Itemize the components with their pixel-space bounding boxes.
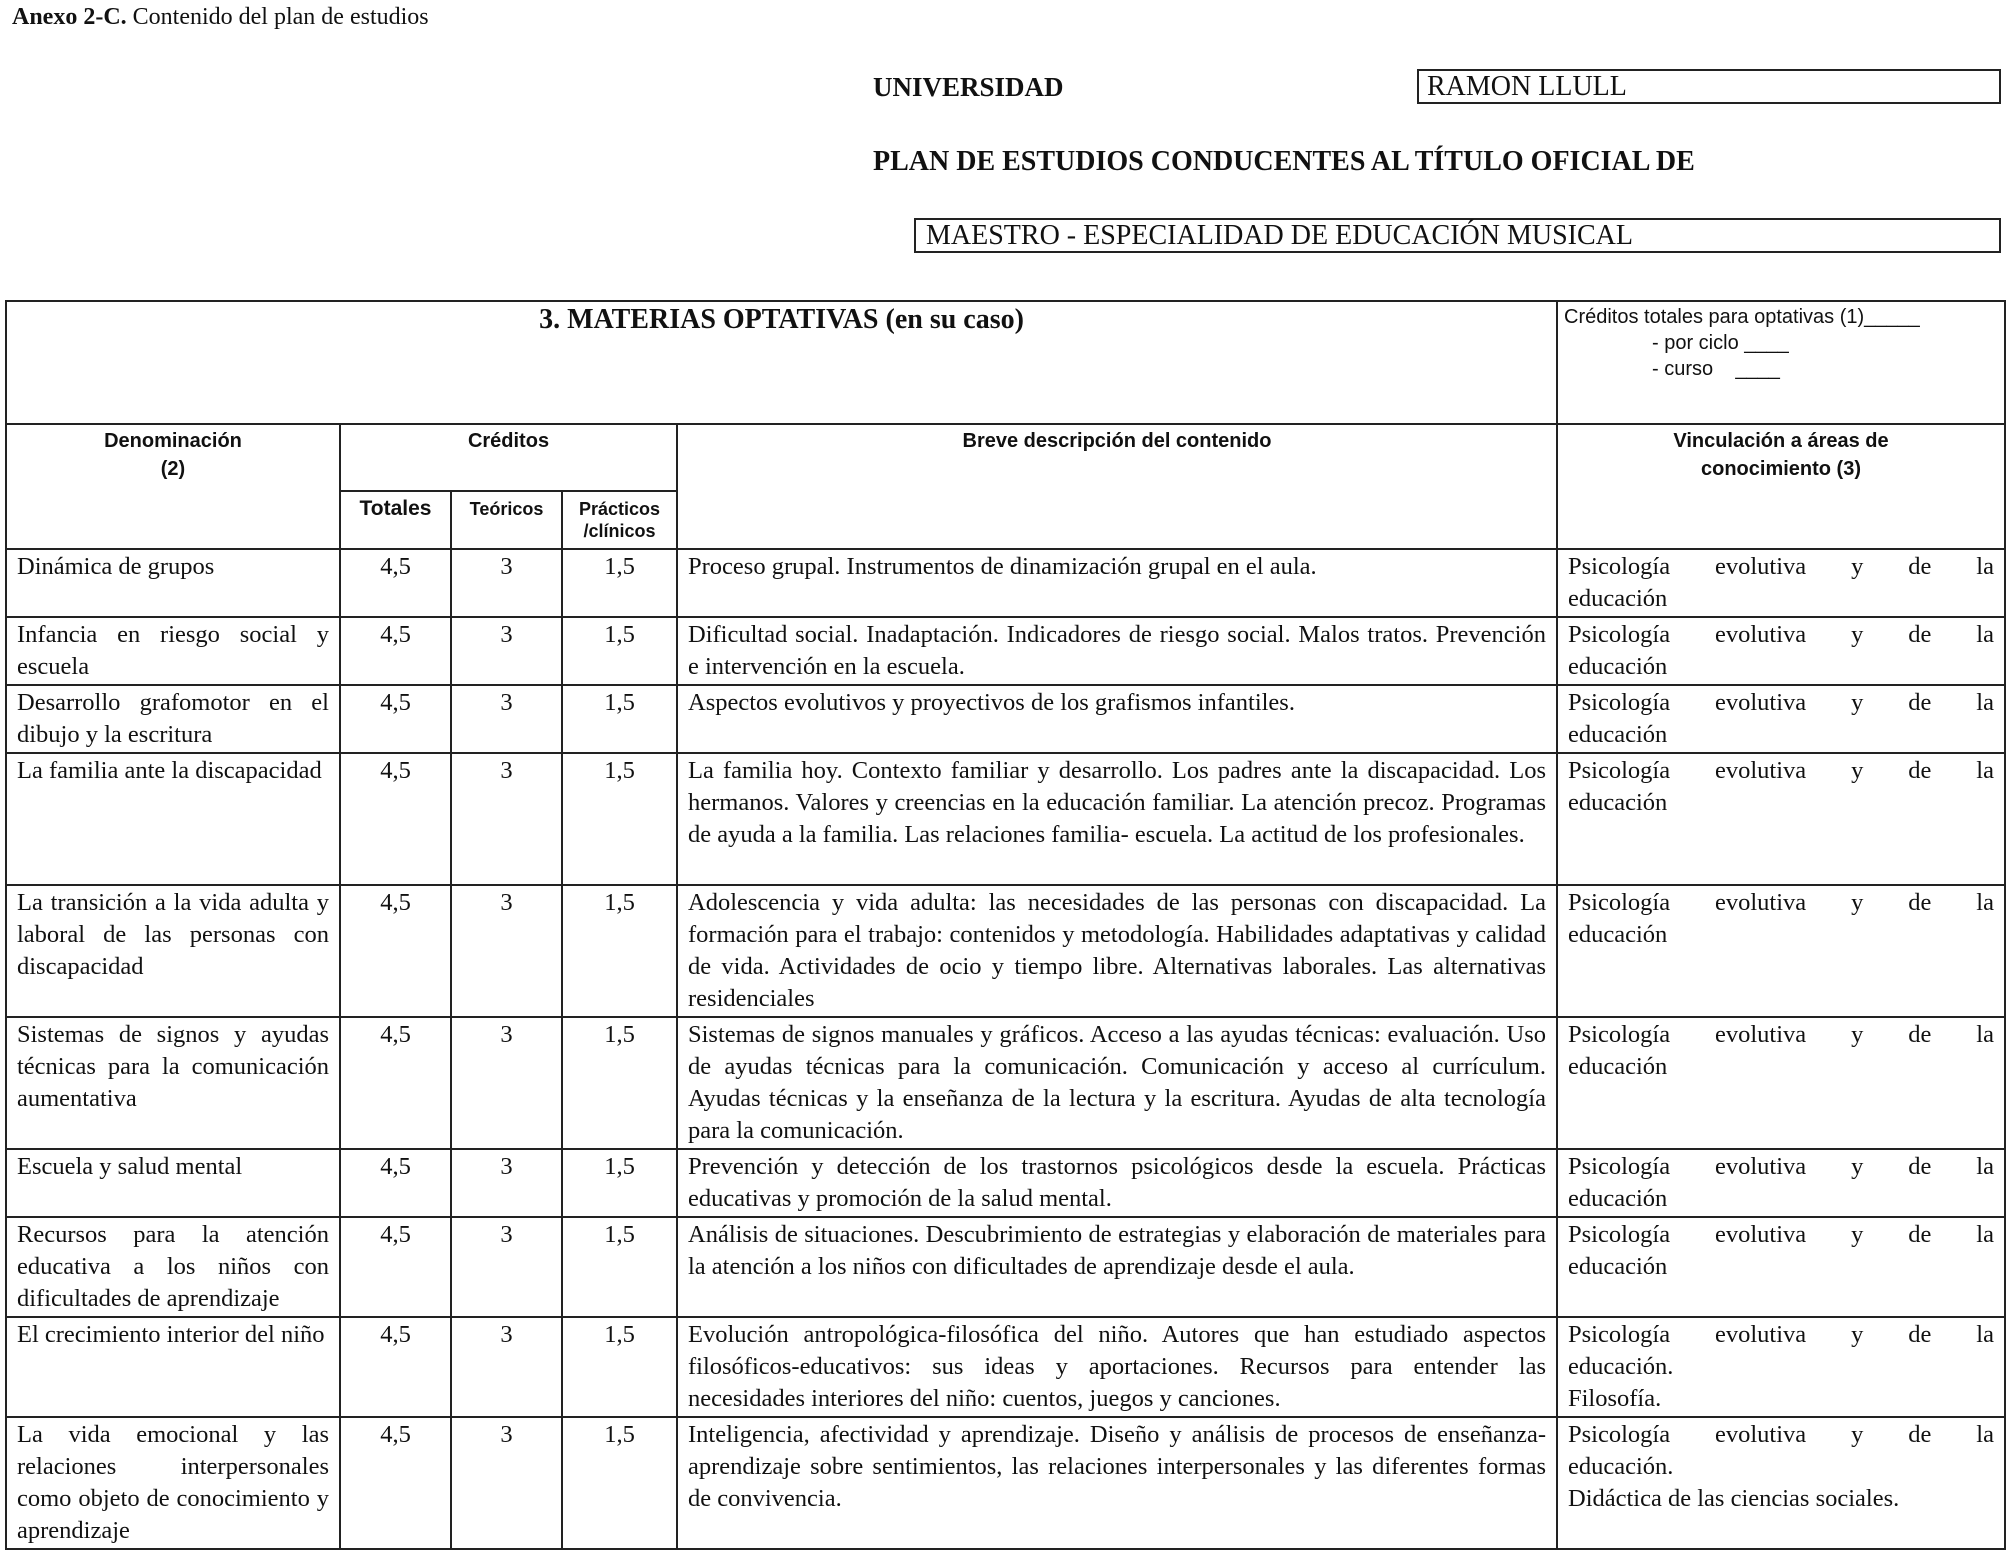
credits-teoricos: 3 xyxy=(451,1417,562,1549)
credits-totales: 4,5 xyxy=(340,617,451,685)
header-creditos: Créditos xyxy=(340,424,677,491)
table-row xyxy=(6,753,2005,885)
plan-heading: PLAN DE ESTUDIOS CONDUCENTES AL TÍTULO OFICIAL DE xyxy=(873,146,1695,177)
knowledge-area xyxy=(1557,685,2005,753)
credits-practicos: 1,5 xyxy=(562,685,677,753)
header-teoricos: Teóricos xyxy=(451,491,562,549)
subject-name: Sistemas de signos y ayudas técnicas para la comunicación aumentativa xyxy=(6,1017,340,1149)
credits-practicos: 1,5 xyxy=(562,1149,677,1217)
credits-totales: 4,5 xyxy=(340,1417,451,1549)
credits-totales: 4,5 xyxy=(340,1217,451,1317)
subject-description: Inteligencia, afectividad y aprendizaje. Diseño y análisis de procesos de enseñanza-aprendizaje sobre sentimientos, las relaciones interpersonales y las diferentes formas de convivencia. xyxy=(677,1417,1557,1549)
knowledge-area xyxy=(1557,617,2005,685)
section-title: 3. MATERIAS OPTATIVAS (en su caso) xyxy=(6,301,1557,424)
knowledge-area-rest: educación. Filosofía. xyxy=(1568,1353,1674,1412)
annex-label: Anexo 2-C. xyxy=(12,4,127,30)
subject-description: Dificultad social. Inadaptación. Indicadores de riesgo social. Malos tratos. Prevención e intervención en la escuela. xyxy=(677,617,1557,685)
credits-practicos: 1,5 xyxy=(562,1017,677,1149)
knowledge-area-first-line: Psicología evolutiva y de la xyxy=(1568,689,1994,716)
column-header-row xyxy=(6,424,2005,491)
subject-name: Desarrollo grafomotor en el dibujo y la escritura xyxy=(6,685,340,753)
knowledge-area-first-line: Psicología evolutiva y de la xyxy=(1568,1421,1994,1448)
subject-name: Dinámica de grupos xyxy=(6,549,340,617)
subject-name: La vida emocional y las relaciones interpersonales como objeto de conocimiento y aprendizaje xyxy=(6,1417,340,1549)
knowledge-area-rest: educación xyxy=(1568,653,1668,680)
knowledge-area-first-line: Psicología evolutiva y de la xyxy=(1568,1221,1994,1248)
knowledge-area-rest: educación xyxy=(1568,921,1668,948)
knowledge-area xyxy=(1557,1017,2005,1149)
knowledge-area xyxy=(1557,1417,2005,1549)
knowledge-area xyxy=(1557,1149,2005,1217)
credits-practicos: 1,5 xyxy=(562,1317,677,1417)
credits-teoricos: 3 xyxy=(451,1317,562,1417)
credits-teoricos: 3 xyxy=(451,549,562,617)
header-descripcion: Breve descripción del contenido xyxy=(677,424,1557,549)
knowledge-area xyxy=(1557,1217,2005,1317)
credits-totales: 4,5 xyxy=(340,1017,451,1149)
degree-title-box: MAESTRO - ESPECIALIDAD DE EDUCACIÓN MUSICAL xyxy=(914,218,2001,253)
table-row xyxy=(6,1149,2005,1217)
table-row xyxy=(6,1017,2005,1149)
credits-practicos: 1,5 xyxy=(562,1417,677,1549)
credits-teoricos: 3 xyxy=(451,1017,562,1149)
subject-description: Evolución antropológica-filosófica del niño. Autores que han estudiado aspectos filosóficos-educativos: sus ideas y aportaciones. Recursos para entender las necesidades interiores del niño: cuentos, juegos y canciones. xyxy=(677,1317,1557,1417)
subject-name: La familia ante la discapacidad xyxy=(6,753,340,885)
subject-description: Adolescencia y vida adulta: las necesidades de las personas con discapacidad. La formación para el trabajo: contenidos y metodología. Habilidades adaptativas y calidad de vida. Actividades de ocio y tiempo libre. Alternativas laborales. Las alternativas residenciales xyxy=(677,885,1557,1017)
annex-text: Contenido del plan de estudios xyxy=(126,4,429,30)
table-row xyxy=(6,885,2005,1017)
knowledge-area-rest: educación. Didáctica de las ciencias sociales. xyxy=(1568,1453,1900,1512)
header-denominacion xyxy=(6,424,340,549)
university-name-box: RAMON LLULL xyxy=(1417,69,2001,104)
credits-totales: 4,5 xyxy=(340,685,451,753)
credits-practicos: 1,5 xyxy=(562,1217,677,1317)
subject-description: La familia hoy. Contexto familiar y desarrollo. Los padres ante la discapacidad. Los hermanos. Valores y creencias en la educación familiar. La atención precoz. Programas de ayuda a la familia. Las relaciones familia- escuela. La actitud de los profesionales. xyxy=(677,753,1557,885)
knowledge-area xyxy=(1557,753,2005,885)
header-vinculacion-label: Vinculación a áreas de conocimiento (3) xyxy=(1673,430,1889,480)
section-header-row xyxy=(6,301,2005,424)
table-row xyxy=(6,617,2005,685)
credits-totales: 4,5 xyxy=(340,1149,451,1217)
knowledge-area xyxy=(1557,549,2005,617)
header-practicos: Prácticos /clínicos xyxy=(562,491,677,549)
credits-practicos: 1,5 xyxy=(562,617,677,685)
credits-teoricos: 3 xyxy=(451,685,562,753)
knowledge-area-rest: educación xyxy=(1568,1053,1668,1080)
knowledge-area-rest: educación xyxy=(1568,1185,1668,1212)
credits-totales: 4,5 xyxy=(340,549,451,617)
table-row xyxy=(6,685,2005,753)
knowledge-area-first-line: Psicología evolutiva y de la xyxy=(1568,889,1994,916)
table-row xyxy=(6,1317,2005,1417)
header-vinculacion xyxy=(1557,424,2005,549)
table-row xyxy=(6,1417,2005,1549)
credits-practicos: 1,5 xyxy=(562,549,677,617)
credits-course-line: - curso ____ xyxy=(1652,358,1780,380)
university-label: UNIVERSIDAD xyxy=(873,72,1064,102)
subject-description: Sistemas de signos manuales y gráficos. Acceso a las ayudas técnicas: evaluación. Uso de ayudas técnicas para la comunicación. Comunicación y acceso al currículum. Ayudas técnicas y la enseñanza de la lectura y la escritura. Ayudas de alta tecnología para la comunicación. xyxy=(677,1017,1557,1149)
knowledge-area-first-line: Psicología evolutiva y de la xyxy=(1568,757,1994,784)
header-totales: Totales xyxy=(340,491,451,549)
knowledge-area-first-line: Psicología evolutiva y de la xyxy=(1568,1321,1994,1348)
knowledge-area-rest: educación xyxy=(1568,721,1668,748)
knowledge-area-first-line: Psicología evolutiva y de la xyxy=(1568,1153,1994,1180)
knowledge-area-rest: educación xyxy=(1568,1253,1668,1280)
subject-rows xyxy=(6,549,2005,1549)
subject-description: Proceso grupal. Instrumentos de dinamización grupal en el aula. xyxy=(677,549,1557,617)
knowledge-area-rest: educación xyxy=(1568,789,1668,816)
subject-name: Escuela y salud mental xyxy=(6,1149,340,1217)
credits-cycle-line: - por ciclo ____ xyxy=(1652,332,1789,354)
credits-totales: 4,5 xyxy=(340,885,451,1017)
knowledge-area-first-line: Psicología evolutiva y de la xyxy=(1568,553,1994,580)
knowledge-area xyxy=(1557,1317,2005,1417)
subject-name: Recursos para la atención educativa a los niños con dificultades de aprendizaje xyxy=(6,1217,340,1317)
credits-teoricos: 3 xyxy=(451,617,562,685)
subject-name: Infancia en riesgo social y escuela xyxy=(6,617,340,685)
table-row xyxy=(6,1217,2005,1317)
knowledge-area-first-line: Psicología evolutiva y de la xyxy=(1568,621,1994,648)
table-row xyxy=(6,549,2005,617)
credits-totales: 4,5 xyxy=(340,1317,451,1417)
credits-info xyxy=(1557,301,2005,424)
annex-heading xyxy=(12,4,429,31)
knowledge-area xyxy=(1557,885,2005,1017)
subject-name: La transición a la vida adulta y laboral de las personas con discapacidad xyxy=(6,885,340,1017)
credits-practicos: 1,5 xyxy=(562,885,677,1017)
credits-practicos: 1,5 xyxy=(562,753,677,885)
credits-teoricos: 3 xyxy=(451,885,562,1017)
header-denominacion-note: (2) xyxy=(160,458,186,480)
subject-name: El crecimiento interior del niño xyxy=(6,1317,340,1417)
credits-teoricos: 3 xyxy=(451,1217,562,1317)
credits-totales: 4,5 xyxy=(340,753,451,885)
optional-subjects-table xyxy=(5,300,2006,1550)
subject-description: Análisis de situaciones. Descubrimiento de estrategias y elaboración de materiales para la atención a los niños con dificultades de aprendizaje desde el aula. xyxy=(677,1217,1557,1317)
credits-teoricos: 3 xyxy=(451,1149,562,1217)
credits-total-line: Créditos totales para optativas (1)_____ xyxy=(1564,306,1920,328)
knowledge-area-first-line: Psicología evolutiva y de la xyxy=(1568,1021,1994,1048)
credits-teoricos: 3 xyxy=(451,753,562,885)
subject-description: Aspectos evolutivos y proyectivos de los grafismos infantiles. xyxy=(677,685,1557,753)
subject-description: Prevención y detección de los trastornos psicológicos desde la escuela. Prácticas educativas y promoción de la salud mental. xyxy=(677,1149,1557,1217)
header-denominacion-label: Denominación xyxy=(104,430,242,452)
knowledge-area-rest: educación xyxy=(1568,585,1668,612)
